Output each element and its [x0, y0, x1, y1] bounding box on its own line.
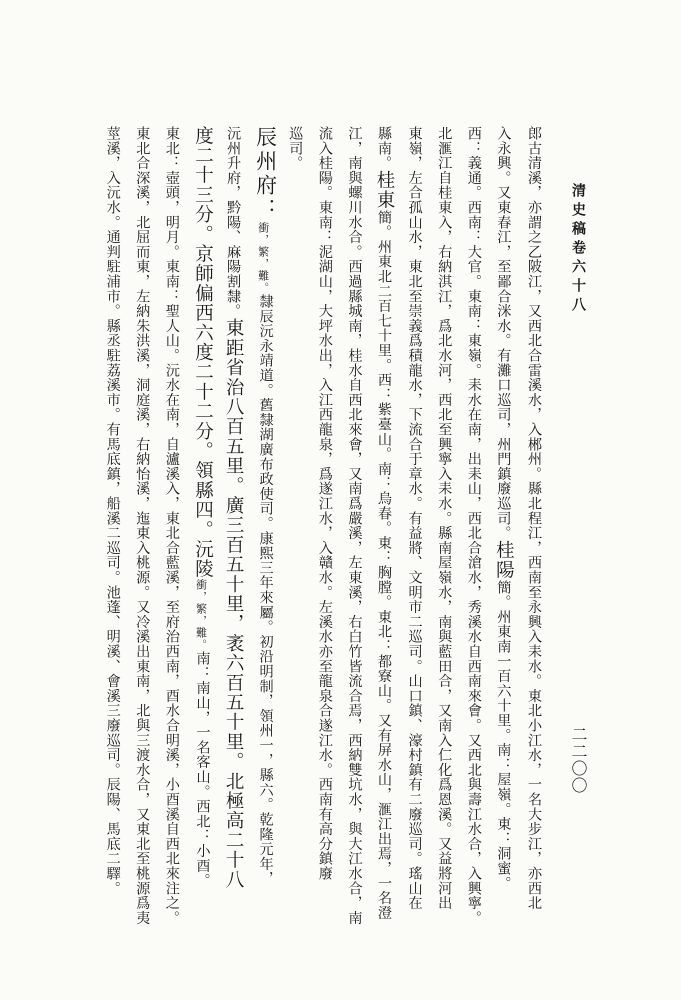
text-column — [488, 126, 519, 914]
emphasis-text: 桂陽 — [493, 540, 515, 580]
text-run: 郎古清溪，亦謂之乙陂江，又西北合雷溪水，入郴州。縣北程江，西南至永興入耒水。東北小江水，一名大步江，亦西北 — [526, 126, 542, 911]
text-column — [518, 126, 548, 914]
text-run: 北滙江自桂東入，右納淇江，爲北水河，西北至興寧入耒水。縣南屋嶺水，南與藍田合，又南入仁化爲恩溪。又益將河出 — [436, 126, 453, 911]
text-column — [429, 126, 459, 914]
text-run: 簡。州東北二百七十里。西：紫臺山。南：烏春。東：胸膛。東北：都寮山。又有屏水山，滙江出焉，一名澄 — [376, 209, 393, 921]
text-run: 縣南。 — [376, 126, 393, 171]
text-run: 入永興。又東春江，至鄙合洣水。有灘口巡司，州門鎮廢巡司。 — [495, 126, 512, 541]
text-column — [127, 126, 157, 926]
annotation-note: 衝，繁，難。 — [194, 579, 208, 652]
text-column — [186, 126, 218, 914]
text-run: 東北：壺頭，明月。東南：聖人山。沅水在南，自瀘溪入，東北合藍溪，至府治西南，酉水合明溪，小酉溪自西北來注之。 — [163, 126, 180, 926]
text-column — [217, 126, 248, 914]
body-text — [104, 126, 548, 926]
prefecture-heading: 辰州府： — [253, 126, 278, 222]
text-column — [339, 126, 369, 926]
text-column — [368, 126, 399, 921]
text-column — [280, 126, 310, 914]
text-run: 東北合深溪，北屈而東，左納朱洪溪，洞庭溪，右納怡溪，迤東入桃源。又冷溪出東南，北與三渡水合，又東北至桃源爲夷 — [134, 126, 151, 926]
emphasis-text: 度二十三分。京師偏西六度二十二分。領縣四。沅陵 — [192, 126, 214, 580]
text-column — [97, 126, 127, 914]
text-run: 巡司。 — [287, 126, 304, 171]
text-run: 流入桂陽。東南：泥湖山，大坪水出，入江西龍泉，爲遂江水，入贛水。左溪水亦至龍泉合遂江水。西南有高分鎮廢 — [316, 126, 333, 881]
text-column — [458, 126, 488, 926]
text-run: 簡。州東南一百六十里。南：屋嶺。東：洞蜜。 — [495, 579, 512, 891]
text-column — [156, 126, 186, 926]
text-run: 南：南山，一名客山。西北：小酉。 — [194, 651, 211, 888]
text-run: 隸辰沅永靖道。舊隸湖廣布政使司。康熙三年來屬。初沿明制，領州一，縣六。乾隆元年， — [257, 294, 274, 886]
text-column — [309, 126, 339, 914]
text-column — [248, 126, 280, 914]
text-run: 東嶺，左合孤山水，東北至崇義爲積龍水，下流合于章水。有益將、文明市二巡司。山口鎮、濠村鎮有二廢巡司。瑤山在 — [406, 126, 423, 911]
text-column — [399, 126, 429, 914]
running-title: 清史稿卷六十八 — [570, 183, 586, 316]
text-run: 莖溪，入沅水。通判駐浦市。縣丞駐荔溪市。有馬底鎮，船溪二巡司。池蓬、明溪、會溪三廢巡司。辰陽、馬底二驛。 — [104, 126, 121, 896]
text-run: 西：義通。西南：大官。東南：東嶺。耒水在南，出耒山，西北合滄水，秀溪水自西南來會。又西北與壽江水合，入興寧。 — [465, 126, 482, 926]
text-run: 沅州升府，黔陽、麻陽割隸。 — [225, 126, 242, 319]
annotation-note: 衝，繁，難。 — [256, 222, 270, 294]
emphasis-text: 桂東 — [374, 170, 396, 210]
text-run: 江，南與螺川水合。西過縣城南，桂水自西北來會，又南爲嚴溪，左東溪，右白竹皆流合焉，西納雙坑水，與大江水合，南 — [346, 126, 363, 926]
emphasis-text: 東距省治八百五里。廣三百五十里，袤六百五十里。北極高二十八 — [223, 318, 245, 890]
page-number: 二二〇〇 — [569, 726, 588, 794]
